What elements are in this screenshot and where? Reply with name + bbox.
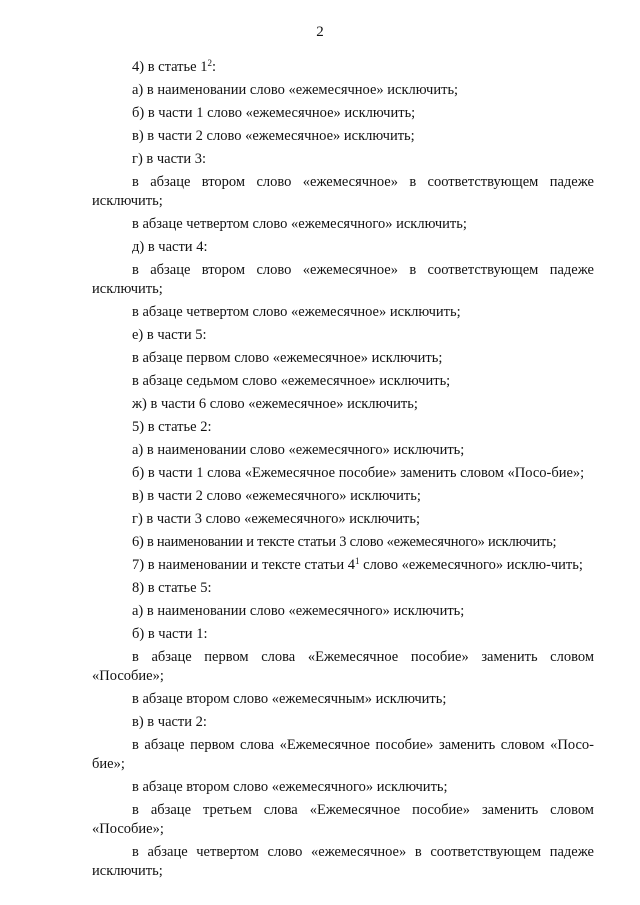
paragraph: в абзаце первом слова «Ежемесячное пособие» заменить словом «Пособие»; — [92, 649, 594, 684]
paragraph: д) в части 4: — [132, 239, 208, 255]
paragraph — [92, 58, 594, 77]
page-number: 2 — [316, 24, 324, 40]
paragraph: а) в наименовании слово «ежемесячного» исключить; — [132, 603, 465, 619]
paragraph: в абзаце втором слово «ежемесячным» исключить; — [132, 691, 447, 707]
paragraph: в абзаце четвертом слово «ежемесячное» исключить; — [132, 304, 461, 320]
paragraph: в) в части 2 слово «ежемесячного» исключить; — [132, 488, 421, 504]
superscript: 2 — [207, 58, 212, 68]
paragraph-text: 7) в наименовании и тексте статьи 4 — [132, 557, 356, 573]
paragraph: г) в части 3: — [132, 151, 207, 167]
paragraph-text: слово «ежемесячного» исклю-чить; — [359, 557, 583, 573]
paragraph: а) в наименовании слово «ежемесячное» исключить; — [132, 82, 459, 98]
paragraph: ж) в части 6 слово «ежемесячное» исключить; — [132, 396, 418, 412]
superscript: 1 — [355, 556, 360, 566]
paragraph: б) в части 1 слова «Ежемесячное пособие» заменить словом «Посо-бие»; — [132, 465, 585, 481]
paragraph: в абзаце втором слово «ежемесячное» в соответствующем падеже исключить; — [92, 262, 594, 297]
paragraph: в абзаце втором слово «ежемесячное» в соответствующем падеже исключить; — [92, 174, 594, 209]
paragraph: 8) в статье 5: — [132, 580, 212, 596]
paragraph — [92, 556, 594, 575]
paragraph: в абзаце первом слова «Ежемесячное пособие» заменить словом «Посо-бие»; — [92, 737, 594, 772]
paragraph: 6) в наименовании и тексте статьи 3 слово «ежемесячного» исключить; — [132, 534, 557, 550]
paragraph: в) в части 2: — [132, 714, 207, 730]
paragraph: в абзаце первом слово «ежемесячное» исключить; — [132, 350, 443, 366]
paragraph: г) в части 3 слово «ежемесячного» исключить; — [132, 511, 421, 527]
paragraph: б) в части 1 слово «ежемесячное» исключить; — [132, 105, 416, 121]
paragraph: в абзаце втором слово «ежемесячного» исключить; — [132, 779, 448, 795]
paragraph: б) в части 1: — [132, 626, 208, 642]
paragraph: в абзаце четвертом слово «ежемесячное» в соответствующем падеже исключить; — [92, 844, 594, 879]
paragraph: в абзаце четвертом слово «ежемесячного» исключить; — [132, 216, 467, 232]
paragraph: в) в части 2 слово «ежемесячное» исключить; — [132, 128, 415, 144]
paragraph: е) в части 5: — [132, 327, 207, 343]
paragraph: 5) в статье 2: — [132, 419, 212, 435]
document-body — [92, 58, 594, 885]
paragraph: в абзаце седьмом слово «ежемесячное» исключить; — [132, 373, 451, 389]
paragraph-text: : — [211, 59, 216, 75]
paragraph: в абзаце третьем слова «Ежемесячное пособие» заменить словом «Пособие»; — [92, 802, 594, 837]
paragraph-text: 4) в статье 1 — [132, 59, 208, 75]
paragraph: а) в наименовании слово «ежемесячного» исключить; — [132, 442, 465, 458]
